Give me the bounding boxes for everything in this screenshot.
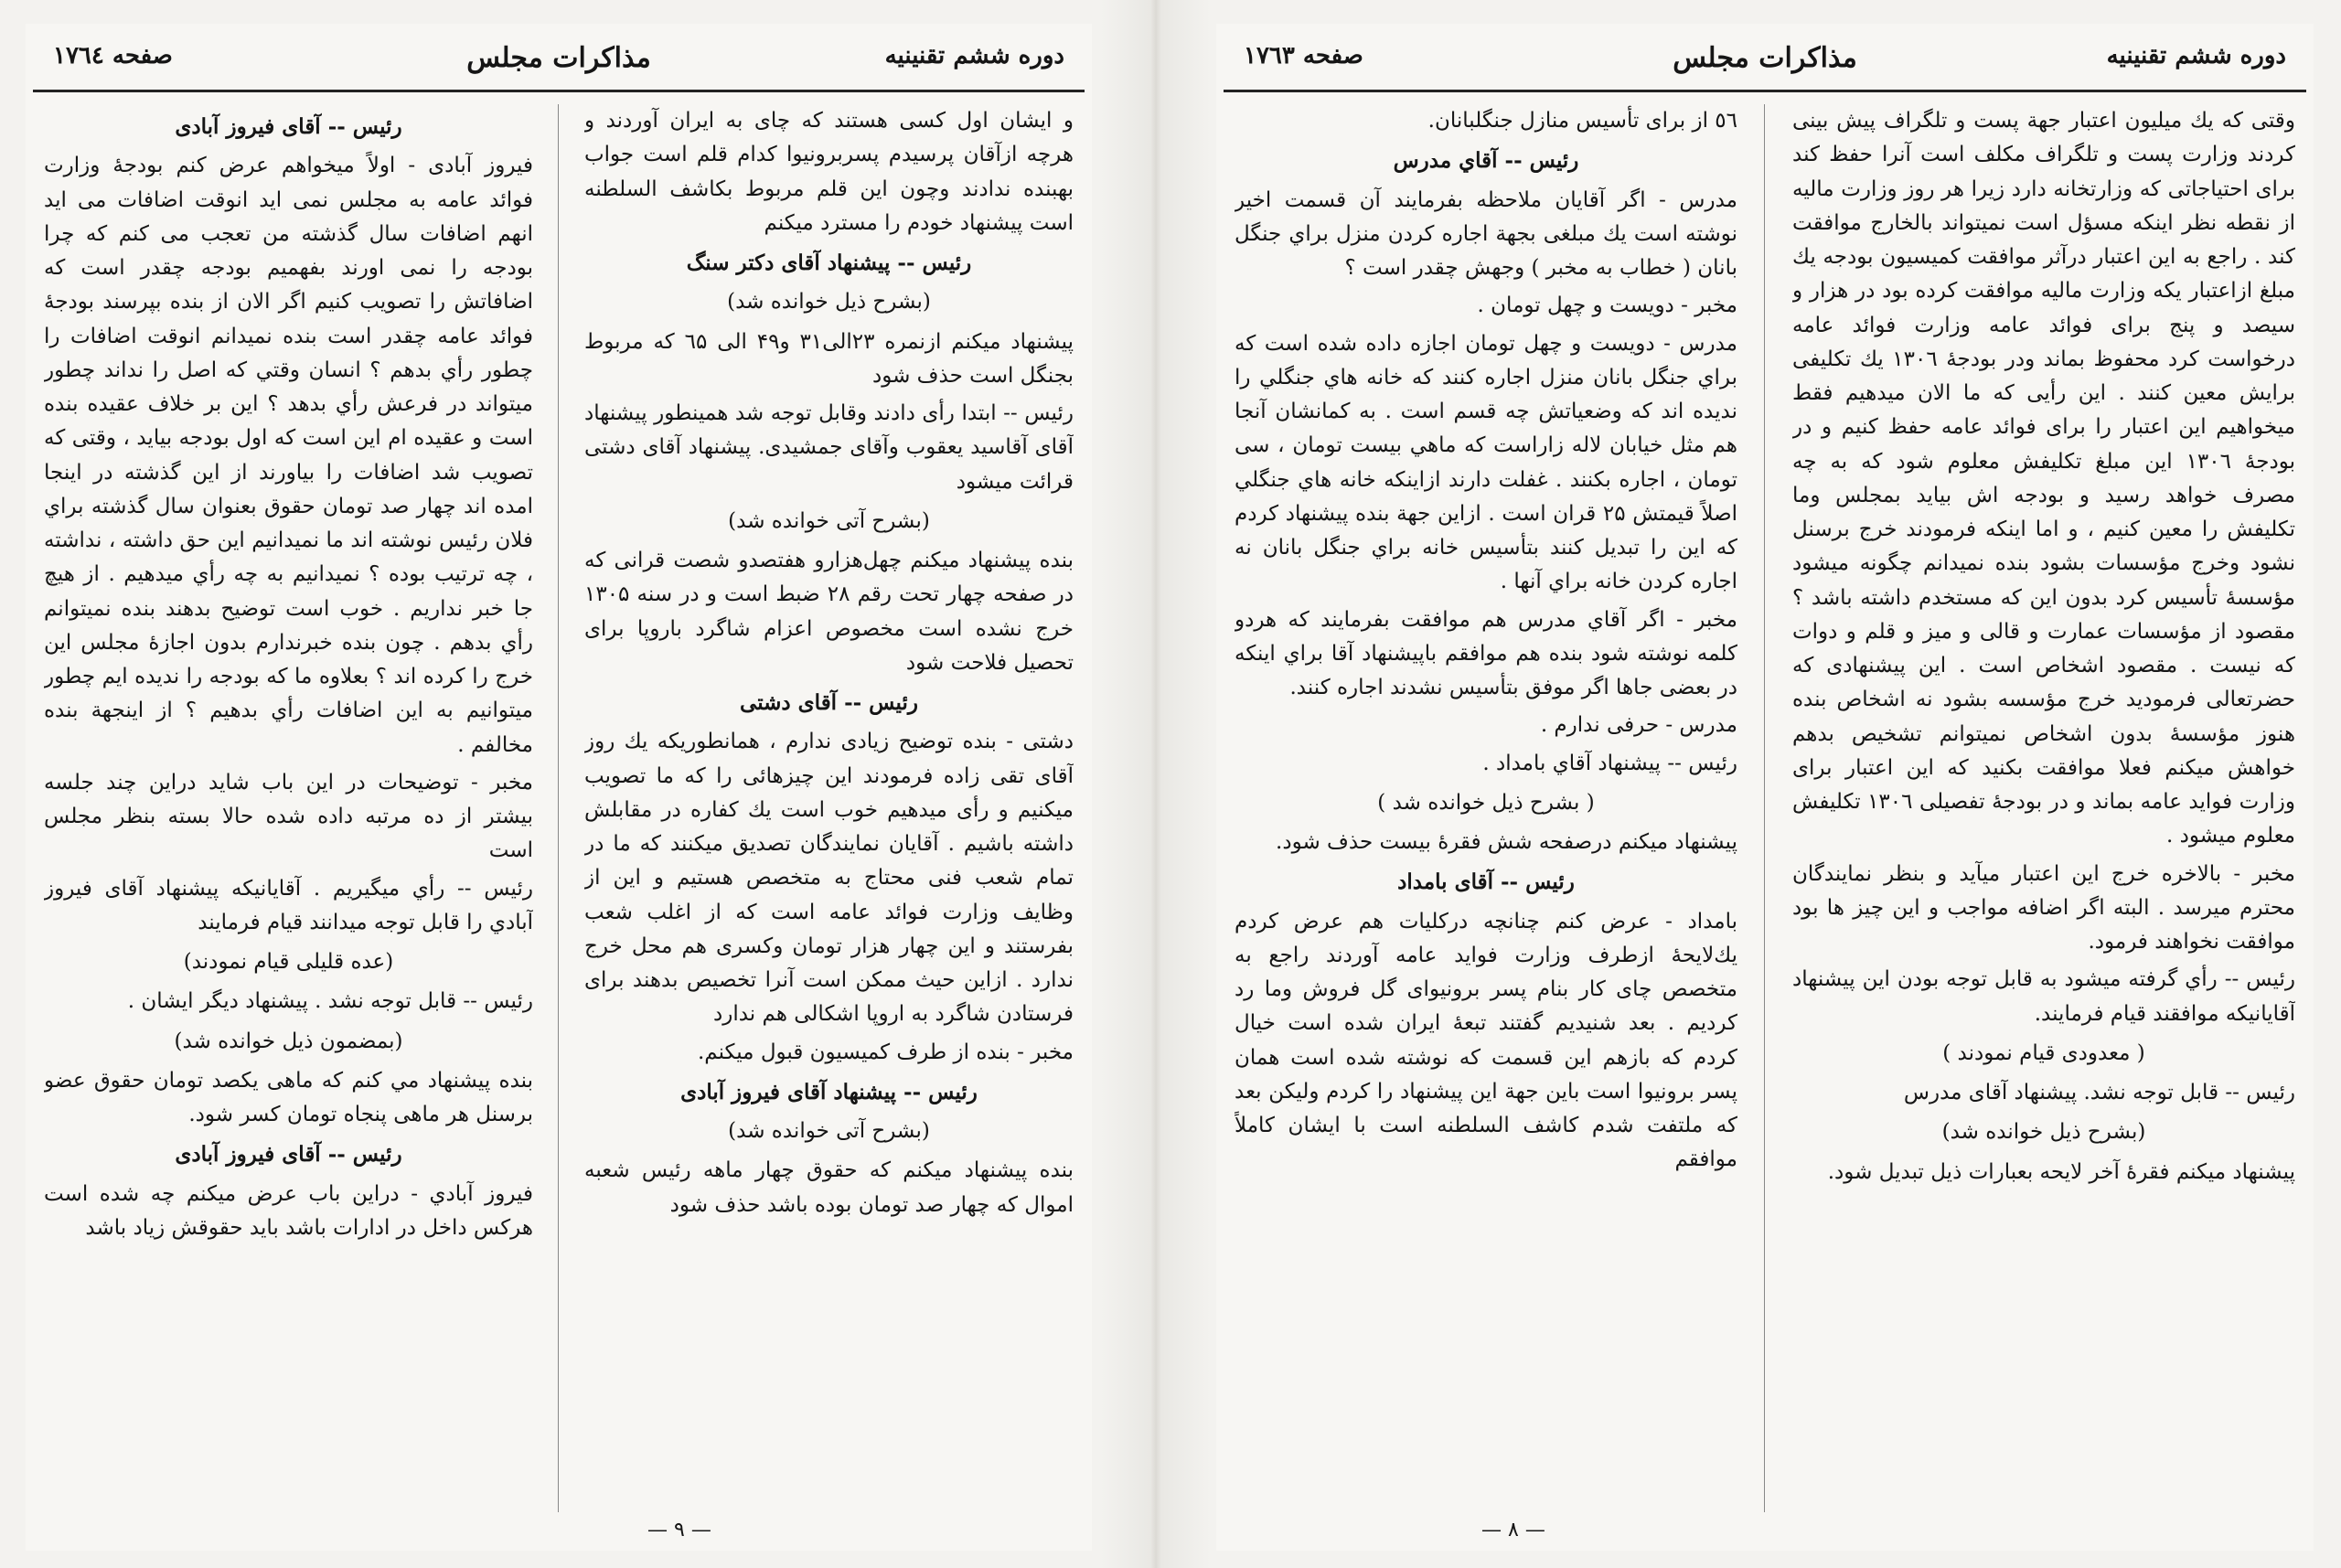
text-paragraph: مدرس - دویست و چهل تومان اجازه داده شده است که براي جنگل بانان منزل اجاره کنند که خانه هاي جنگلي را ندیده اند که وضعیاتش چه قسم است . به کمانشان آنجا هم مثل خیابان لاله زاراست که ماهي بیست تومان ، سی تومان ، اجاره بکنند . غفلت دارند ازاینکه خانه هاي جنگلي اصلاً قیمتش ۲۵ قران است . ازاین جهة بنده پیشنهاد کردم که این را تبدیل کنند بتأسیس خانه براي جنگل بانان نه اجاره کردن خانه براي آنها . [1235, 331, 1737, 594]
stage-note: (بشرح ذیل خوانده شد) [1941, 1120, 2146, 1145]
right-page-header [1216, 33, 2314, 93]
stage-note: (عده قلیلی قیام نمودند) [183, 950, 394, 974]
text-paragraph: رئیس -- ابتدا رأی دادند وقابل توجه شد همینطور پیشنهاد آقای آقاسید یعقوب وآقای جمشیدی. پیشنهاد آقای دشتی قرائت میشود [584, 401, 1074, 494]
column-divider [1764, 104, 1765, 1512]
text-paragraph: رئیس -- قابل توجه نشد . پیشنهاد دیگر ایشان . [127, 989, 533, 1014]
speaker-line: رئیس -- پیشنهاد آقای دکتر سنگ [686, 251, 972, 275]
text-paragraph: بنده پیشنهاد میکنم که حقوق چهار ماهه رئیس شعبه اموال که چهار صد تومان بوده باشد حذف شود [584, 1158, 1074, 1217]
page-folio: — ۹ — [647, 1519, 711, 1541]
header-rule [33, 90, 1085, 92]
page-number: صفحه ۱۷٦۳ [1244, 42, 1363, 69]
speaker-line: رئیس -- آقاي مدرس [1393, 148, 1579, 174]
text-paragraph: مدرس - حرفی ندارم . [1540, 713, 1737, 738]
text-paragraph: دشتی - بنده توضیح زیادی ندارم ، همانطوریکه یك روز آقای تقی زاده فرمودند این چیزهائی را که ما تصویب میکنیم و رأی میدهیم خوب است یك کفاره در مقابلش داشته باشیم . آقایان نمایندگان تصدیق میکنند که ما در تمام شعب فنی محتاج به متخصص هستیم و این از وظایف وزارت فوائد عامه است که از اغلب شعب بفرستند و این چهار هزار تومان وکسری هم محل خرج ندارد . ازاین حیث ممکن است آنرا تخصیص بدهند برای فرستادن شاگرد به اروپا اشکالی هم ندارد [584, 730, 1074, 1027]
right-page-column-left [1235, 104, 1737, 1512]
text-paragraph: مخبر - بالاخره خرج این اعتبار میآید و بنظر نمایندگان محترم میرسد . البته اگر اضافه مواجب و این چیز ها بود موافقت نخواهند فرمود. [1792, 861, 2295, 954]
text-paragraph: پیشنهاد میکنم درصفحه شش فقرهٔ بیست حذف شود. [1276, 830, 1737, 854]
text-paragraph: مخبر - بنده از طرف کمیسیون قبول میکنم. [697, 1040, 1074, 1064]
session-label: دوره ششم تقنینیه [884, 42, 1064, 69]
stage-note: (بشرح آتی خوانده شد) [728, 1119, 930, 1143]
text-paragraph: رئیس -- رأي گرفته میشود به قابل توجه بودن این پیشنهاد آقایانیکه موافقند قیام فرمایند. [1792, 967, 2295, 1026]
text-paragraph: بامداد - عرض کنم چنانچه درکلیات هم عرض کردم یك‌لایحهٔ ازطرف وزارت فواید عامه آوردند راجع به متخصص چای کار بنام پسر برونیوای گل فروش وما رد کردیم . بعد شنیدیم گفتند تبعهٔ ایران شده است خیال کردم که بازهم این قسمت که نوشته شده است همان پسر برونیوا است باین جهة این پیشنهاد را کردم ولیکن بعد که ملتفت شدم کاشف السلطنه است با ایشان کاملاً موافقم [1235, 909, 1737, 1172]
journal-title: مذاکرات مجلس [1673, 42, 1857, 74]
book-spine-gutter [1101, 0, 1211, 1568]
text-paragraph: رئیس -- پیشنهاد آقاي بامداد . [1482, 751, 1737, 775]
right-page-column-right [1792, 104, 2295, 1512]
speaker-line: رئیس -- پیشنهاد آقای فیروز آبادی [680, 1079, 978, 1104]
speaker-line: رئیس -- آقای بامداد [1397, 869, 1575, 895]
header-rule [1224, 90, 2306, 92]
left-page [26, 24, 1092, 1551]
left-page-column-right [584, 104, 1074, 1512]
text-paragraph: مخبر - اگر آقاي مدرس هم موافقت بفرمایند که هردو کلمه نوشته شود بنده هم موافقم باپیشنهاد آقا براي اینکه در بعضی جاها اگر موفق بتأسیس نشدند اجاره کنند. [1235, 607, 1737, 699]
stage-note: (بشرح آتی خوانده شد) [728, 508, 930, 533]
left-page-column-left [44, 104, 533, 1512]
text-paragraph: فیروز آبادي - دراین باب عرض میکنم چه شده است هرکس داخل در ادارات باشد باید حقوقش زیاد باشد [44, 1181, 533, 1240]
text-paragraph: پیشنهاد میکنم فقرهٔ آخر لایحه بعبارات ذیل تبدیل شود. [1827, 1159, 2295, 1184]
session-label: دوره ششم تقنینیه [2106, 42, 2286, 69]
text-paragraph: بنده پیشنهاد مي کنم که ماهی یکصد تومان حقوق عضو برسنل هر ماهی پنجاه تومان کسر شود. [44, 1068, 533, 1126]
stage-note: (بمضمون ذیل خوانده شد) [174, 1029, 403, 1053]
column-divider [558, 104, 559, 1512]
text-paragraph: پیشنهاد میکنم ازنمره ۲۳الی۳۱ و۴۹ الی ٦۵ که مربوط بجنگل است حذف شود [584, 329, 1074, 388]
page-folio: — ۸ — [1481, 1519, 1545, 1541]
text-paragraph: مخبر - دویست و چهل تومان . [1477, 293, 1737, 318]
text-paragraph: بنده پیشنهاد میکنم چهل‌هزارو هفتصدو شصت قرانی که در صفحه چهار تحت رقم ۲۸ ضبط است و در سنه ۱۳۰۵ خرج نشده است مخصوص اعزام شاگرد باروپا برای تحصیل فلاحت شود [584, 549, 1074, 675]
text-paragraph: و ایشان اول کسی هستند که چای به ایران آوردند و هرچه ازآقان پرسیدم پسربرونیوا کدام قلم است جواب بهبنده ندادند وچون این قلم مربوط بکاشف السلطنه است پیشنهاد خودم را مسترد میکنم [584, 109, 1074, 235]
text-paragraph: ٥٦ از برای تأسیس منازل جنگلبانان. [1427, 109, 1737, 133]
stage-note: ( معدودی قیام نمودند ) [1942, 1040, 2145, 1065]
speaker-line: رئیس -- آقای فیروز آبادی [175, 1142, 402, 1168]
text-paragraph: فیروز آبادی - اولاً میخواهم عرض کنم بودجهٔ وزارت فوائد عامه به مجلس نمی اید انوقت اضافات می اید انهم اضافات سال گذشته من تعجب می کنم که چرا بودجه را نمی اورند بفهمیم بودجه چقدر است که اضافاتش را تصویب کنیم اگر الان از بنده بپرسند بودجهٔ فوائد عامه چقدر است بنده نمیدانم انوقت اضافات را چطور رأي بدهم ؟ انسان وقتي که اصل را نداند چطور میتواند در فرعش رأي بدهد ؟ این بر خلاف عقیده بنده است و عقیده ام این است که اول بودجه بیاید ، وقتی که تصویب شد اضافات را بیاورند از این گذشته در اینجا امده اند چهار صد تومان حقوق بعنوان سال گذشته براي فلان رئیس نوشته اند ما نمیدانیم این حق داشته ، نداشته ، چه ترتیب بوده ؟ نمیدانیم به چه رأي میدهیم . از هیچ جا خبر نداریم . خوب است توضیح بدهند بنده نمیتوانم رأي بدهم . چون بنده خبرندارم بدون اجازهٔ مجلس این خرج را کرده اند ؟ بعلاوه ما که بودجه را ندیده ایم چطور میتوانیم به این اضافات رأي بدهیم ؟ از اینجهة بنده مخالفم . [44, 154, 533, 757]
page-number: صفحه ۱۷٦٤ [53, 42, 173, 69]
left-page-header [26, 33, 1092, 93]
right-page [1216, 24, 2314, 1551]
text-paragraph: رئیس -- رأي میگیریم . آقایانیکه پیشنهاد آقای فیروز آبادي را قابل توجه میدانند قیام فرمایند [44, 876, 533, 934]
text-paragraph: وقتی که یك میلیون اعتبار جهة پست و تلگراف پیش بینی کردند وزارت پست و تلگراف مکلف است آنرا حفظ کند برای احتیاجاتی که وزارتخانه دارد زیرا هر روز وزارت مالیه از نقطه نظر اینکه مسؤل است نمیتواند بالخارج موافقت کند . راجع به این اعتبار درآثر موافقت کمیسیون بودجه یك مبلغ ازاعتبار یکه وزارت مالیه موافقت کرده بود در هزار و سیصد و پنج برای فوائد عامه وزارت فوائد عامه درخواست کرد محفوظ بماند ودر بودجهٔ ۱۳۰٦ یك تکلیفی برایش معین کنند . این رأیی که ما الان میدهیم فقط میخواهیم این اعتبار را برای فوائد عامه حفظ کنیم و در بودجهٔ ۱۳۰٦ این مبلغ تکلیفش معلوم شود که به چه مصرف خواهد رسید و بودجه اش بیاید بمجلس وما تکلیفش را معین کنیم ، و اما اینکه فرمودند خرج برسنل نشود وخرج مؤسسات بشود بنده نمیدانم چگونه میشود مؤسسهٔ تأسیس کرد بدون این که مستخدم داشته باشد ؟ مقصود از مؤسسات عمارت و قالی و میز و قلم و دوات که نیست . مقصود اشخاص است . این پیشنهادی که حضرتعالی فرمودید خرج مؤسسه بشود نه اشخاص بنده هنوز مؤسسهٔ بدون اشخاص نمیتوانم تشخیص بدهم خواهش میکنم فعلا موافقت بکنید که این اعتبار برای وزارت فواید عامه بماند و در بودجهٔ تفصیلی ۱۳۰٦ تکلیفش معلوم میشود . [1792, 109, 2295, 848]
journal-title: مذاکرات مجلس [466, 42, 651, 74]
speaker-line: رئیس -- آقای دشتی [740, 690, 918, 715]
text-paragraph: مدرس - اگر آقایان ملاحظه بفرمایند آن قسمت اخیر نوشته است یك مبلغی بجهة اجاره کردن منزل براي جنگل بانان ( خطاب به مخبر ) وجهش چقدر است ؟ [1235, 187, 1737, 280]
text-paragraph: رئیس -- قابل توجه نشد. پیشنهاد آقای مدرس [1903, 1081, 2295, 1104]
text-paragraph: مخبر - توضیحات در این باب شاید دراین چند جلسه بیشتر از ده مرتبه داده شده حالا بسته بنظر مجلس است [44, 770, 533, 863]
stage-note: ( بشرح ذیل خوانده شد ) [1377, 790, 1595, 815]
stage-note: (بشرح ذیل خوانده شد) [727, 290, 931, 315]
speaker-line: رئیس -- آقای فیروز آبادی [175, 114, 402, 139]
